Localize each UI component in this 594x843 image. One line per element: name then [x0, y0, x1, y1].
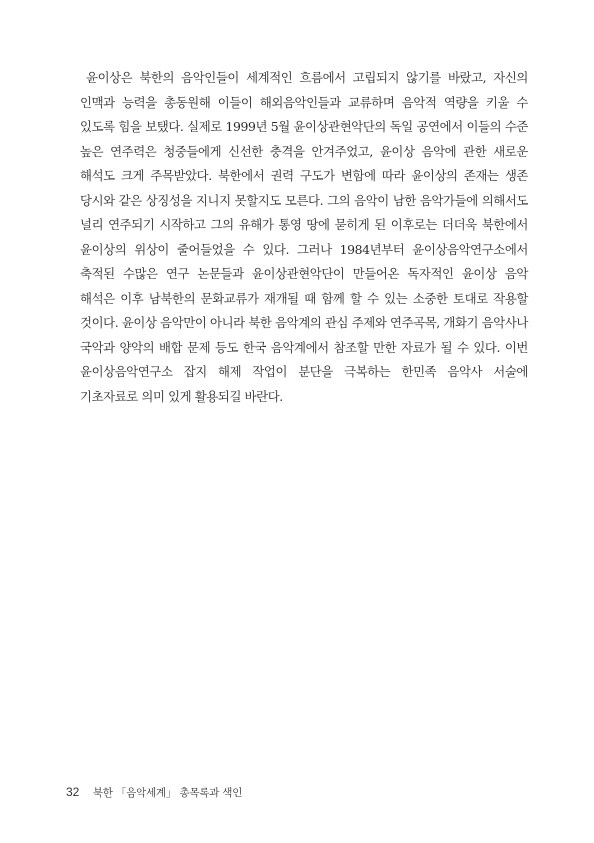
page-footer [66, 785, 242, 800]
body-paragraph: 윤이상은 북한의 음악인들이 세계적인 흐름에서 고립되지 않기를 바랐고, 자신의 인맥과 능력을 총동원해 이들이 해외음악인들과 교류하며 음악적 역량을 키울 수 있도록 힘을 보탰다. 실제로 1999년 5월 윤이상관현악단의 독일 공연에서 이들의 수준 높은 연주력은 청중들에게 신선한 충격을 안겨주었고, 윤이상 음악에 관한 새로운 해석도 크게 주목받았다. 북한에서 권력 구도가 변함에 따라 윤이상의 존재는 생존 당시와 같은 상징성을 지니지 못할지도 모른다. 그의 음악이 남한 음악가들에 의해서도 널리 연주되기 시작하고 그의 유해가 통영 땅에 묻히게 된 이후로는 더더욱 북한에서 윤이상의 위상이 줄어들었을 수 있다. 그러나 1984년부터 윤이상음악연구소에서 축적된 수많은 연구 논문들과 윤이상관현악단이 만들어온 독자적인 윤이상 음악 해석은 이후 남북한의 문화교류가 재개될 때 함께 할 수 있는 소중한 토대로 작용할 것이다. 윤이상 음악만이 아니라 북한 음악계의 관심 주제와 연주곡목, 개화기 음악사나 국악과 양악의 배합 문제 등도 한국 음악계에서 참조할 만한 자료가 될 수 있다. 이번 윤이상음악연구소 잡지 해제 작업이 분단을 극복하는 한민족 음악사 서술에 기초자료로 의미 있게 활용되길 바란다. [80, 70, 528, 404]
page-number: 32 [66, 785, 80, 799]
running-title: 북한 「음악세계」 총목록과 색인 [92, 787, 243, 799]
